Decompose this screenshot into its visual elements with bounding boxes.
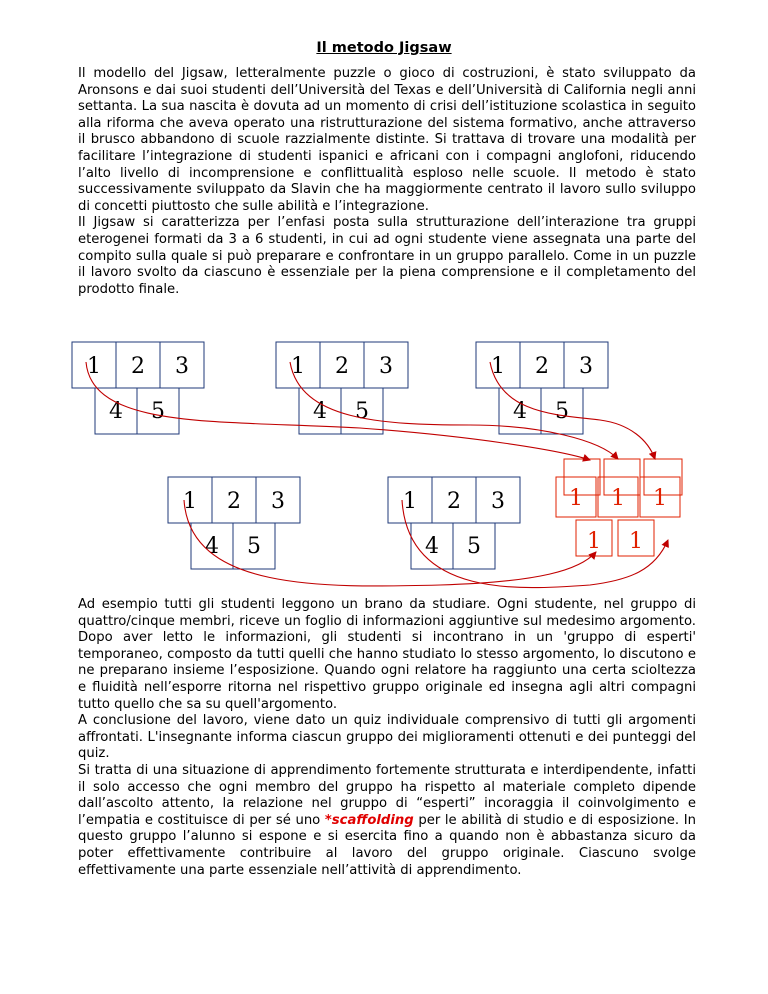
group-2-label-5: 5 xyxy=(355,399,369,424)
paragraph-origin: Il modello del Jigsaw, letteralmente puzzle o gioco di costruzioni, è stato sviluppato da Aronsons e dai suoi studenti dell’Università del Texas e dell’Università di California negli anni settanta. La sua nascita è dovuta ad un momento di crisi dell’istituzione scolastica in seguito alla riforma che aveva operato una ristrutturazione del sistema formativo, anche attraverso il brusco abbandono di scuole razzialmente distinte. Si trattava di trovare una modalità per facilitare l’integrazione di studenti ispanici e africani con i compagni anglofoni, riducendo l’alto livello di incomprensione e conflittualità esploso nelle scuole. Il metodo è stato successivamente sviluppato da Slavin che ha maggiormente centrato il lavoro sullo sviluppo di concetti piuttosto che sulle abilità e l’integrazione. xyxy=(78,66,696,214)
group-4-label-3: 3 xyxy=(271,489,285,514)
group-1-label-5: 5 xyxy=(151,399,165,424)
group-2-label-2: 2 xyxy=(335,354,349,379)
arrows xyxy=(86,362,668,588)
group-2-label-4: 4 xyxy=(313,399,327,424)
group-2-label-1: 1 xyxy=(291,354,305,379)
group-1-label-1: 1 xyxy=(87,354,101,379)
group-1-label-4: 4 xyxy=(109,399,123,424)
expert-label-4: 1 xyxy=(587,529,601,554)
group-3-label-5: 5 xyxy=(555,399,569,424)
expert-label-2: 1 xyxy=(611,486,625,511)
group-1-label-2: 2 xyxy=(131,354,145,379)
scaffolding-text-before: Si tratta di una situazione di apprendimento fortemente strutturata e interdipendente, infatti il solo accesso che ogni membro del gruppo ha rispetto al materiale completo dipende dall’ascolto attento, la relazione nel gruppo di “esperti” incoraggia il coinvolgimento e l’empatia e costituisce di per sé uno xyxy=(78,762,696,828)
arrow-group-4 xyxy=(184,500,596,586)
scaffolding-text-after: per le abilità di studio e di esposizione. In questo gruppo l’alunno si espone e si esercita fino a quando non è abbastanza sicuro da poter effettivamente contribuire al lavoro del gruppo originale. Ciascuno svolge effettivamente una parte essenziale nell’attività di apprendimento. xyxy=(78,812,696,878)
group-5-label-3: 3 xyxy=(491,489,505,514)
paragraph-scaffolding xyxy=(78,763,696,879)
group-2-label-3: 3 xyxy=(379,354,393,379)
group-5-label-5: 5 xyxy=(467,534,481,559)
group-3-label-1: 1 xyxy=(491,354,505,379)
page-title: Il metodo Jigsaw xyxy=(316,40,452,56)
paragraph-example: Ad esempio tutti gli studenti leggono un brano da studiare. Ogni studente, nel gruppo di quattro/cinque membri, riceve un foglio di informazioni aggiuntive sul medesimo argomento. Dopo aver letto le informazioni, gli studenti si incontrano in un 'gruppo di esperti' temporaneo, composto da tutti quelli che hanno studiato lo stesso argomento, lo discutono e ne preparano insieme l’esposizione. Quando ogni relatore ha raggiunto una certa scioltezza e fluidità nell’esporre ritorna nel rispettivo gruppo originale ed insegna agli altri compagni tutto quello che sa su quell'argomento. xyxy=(78,597,696,712)
group-4-label-2: 2 xyxy=(227,489,241,514)
expert-label-1: 1 xyxy=(569,486,583,511)
group-3-label-2: 2 xyxy=(535,354,549,379)
scaffolding-highlight: *scaffolding xyxy=(324,812,414,828)
group-4-label-5: 5 xyxy=(247,534,261,559)
group-5-label-4: 4 xyxy=(425,534,439,559)
expert-label-5: 1 xyxy=(629,529,643,554)
group-3-label-3: 3 xyxy=(579,354,593,379)
group-4-label-1: 1 xyxy=(183,489,197,514)
group-3-label-4: 4 xyxy=(513,399,527,424)
group-1-label-3: 3 xyxy=(175,354,189,379)
paragraph-characteristics: Il Jigsaw si caratterizza per l’enfasi posta sulla strutturazione dell’interazione tra gruppi eterogenei formati da 3 a 6 studenti, in cui ad ogni studente viene assegnata una parte del compito sulla quale si può preparare e confrontare in un gruppo parallelo. Come in un puzzle il lavoro svolto da ciascuno è essenziale per la piena comprensione e il completamento del prodotto finale. xyxy=(78,215,696,297)
group-5-label-1: 1 xyxy=(403,489,417,514)
paragraph-conclusion: A conclusione del lavoro, viene dato un quiz individuale comprensivo di tutti gli argomenti affrontati. L'insegnante informa ciascun gruppo dei miglioramenti ottenuti e dei punteggi del quiz. xyxy=(78,713,696,762)
explanation-text xyxy=(78,597,696,879)
expert-label-3: 1 xyxy=(653,486,667,511)
group-4-label-4: 4 xyxy=(205,534,219,559)
group-5-label-2: 2 xyxy=(447,489,461,514)
